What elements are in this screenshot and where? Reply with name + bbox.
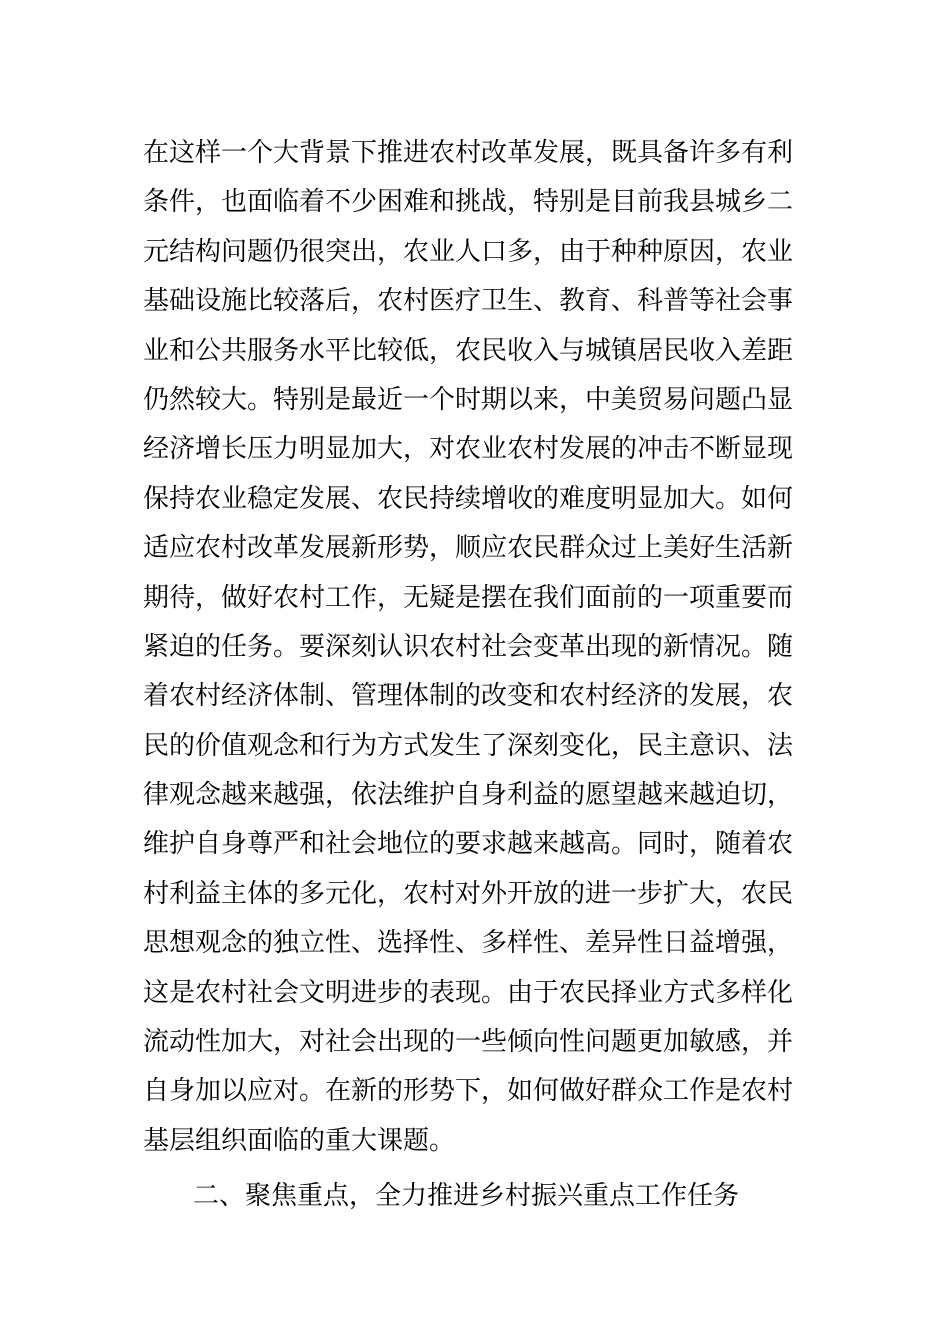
paragraph-line: 紧迫的任务。要深刻认识农村社会变革出现的新情况。随 [143,631,794,662]
paragraph-line: 基层组织面临的重大课题。 [143,1125,456,1156]
body-paragraph [143,129,813,1166]
paragraph-line: 维护自身尊严和社会地位的要求越来越高。同时，随着农 [143,829,794,860]
paragraph-line: 经济增长压力明显加大，对农业农村发展的冲击不断显现 [143,434,794,465]
paragraph-line: 条件，也面临着不少困难和挑战，特别是目前我县城乡二 [143,187,794,218]
paragraph-line: 律观念越来越强，依法维护自身利益的愿望越来越迫切， [143,780,794,811]
paragraph-line: 在这样一个大背景下推进农村改革发展，既具备许多有利 [143,138,794,168]
paragraph-line: 保持农业稳定发展、农民持续增收的难度明显加大。如何 [143,483,794,514]
paragraph-line: 适应农村改革发展新形势，顺应农民群众过上美好生活新 [143,533,794,564]
paragraph-line: 期待，做好农村工作，无疑是摆在我们面前的一项重要而 [143,582,794,613]
section-heading: 二、聚焦重点，全力推进乡村振兴重点工作任务 [193,1181,740,1211]
paragraph-line: 思想观念的独立性、选择性、多样性、差异性日益增强， [143,928,794,959]
paragraph-line: 民的价值观念和行为方式发生了深刻变化，民主意识、法 [143,730,794,761]
paragraph-line: 业和公共服务水平比较低，农民收入与城镇居民收入差距 [143,335,794,366]
paragraph-line: 基础设施比较落后，农村医疗卫生、教育、科普等社会事 [143,286,794,317]
paragraph-line: 村利益主体的多元化，农村对外开放的进一步扩大，农民 [143,878,794,909]
paragraph-line: 自身加以应对。在新的形势下，如何做好群众工作是农村 [143,1076,794,1107]
paragraph-line: 这是农村社会文明进步的表现。由于农民择业方式多样化 [143,977,794,1008]
paragraph-line: 流动性加大，对社会出现的一些倾向性问题更加敏感，并 [143,1027,794,1058]
paragraph-line: 着农村经济体制、管理体制的改变和农村经济的发展，农 [143,681,794,712]
paragraph-line: 仍然较大。特别是最近一个时期以来，中美贸易问题凸显 [143,384,794,415]
paragraph-line: 元结构问题仍很突出，农业人口多，由于种种原因，农业 [143,236,794,267]
